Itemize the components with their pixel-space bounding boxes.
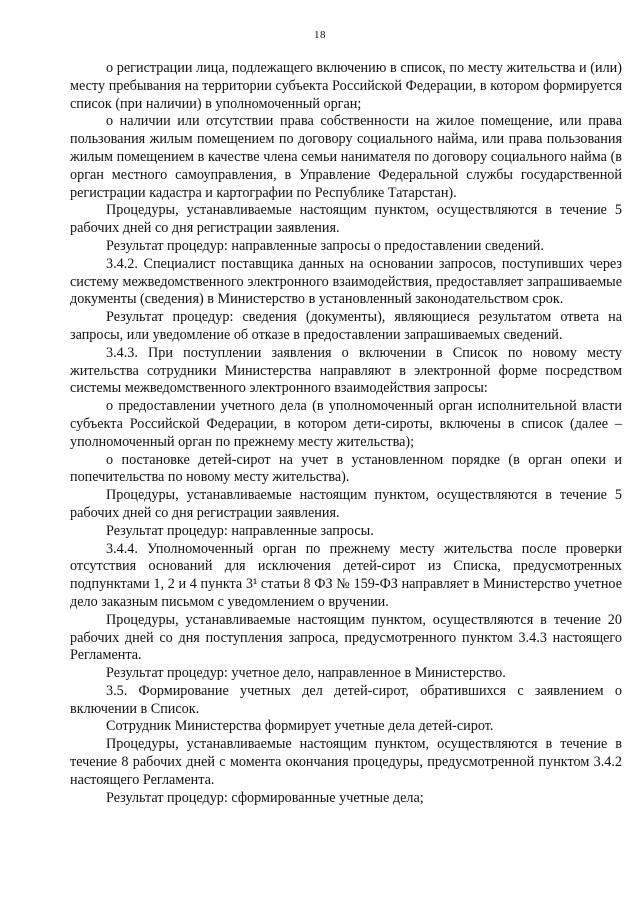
paragraph: Сотрудник Министерства формирует учетные дела детей-сирот. bbox=[106, 718, 494, 735]
paragraph: 3.4.3. При поступлении заявления о включении в Список по новому месту жительства сотрудники Министерства направляют в электронной форме посредством системы межведомственного электронного взаимодействия запросы: bbox=[70, 344, 622, 397]
paragraph: о предоставлении учетного дела (в уполномоченный орган исполнительной власти субъекта Российской Федерации, в котором дети-сироты, включены в список (далее –уполномоченный орган по прежнему месту жительства); bbox=[70, 398, 622, 450]
paragraph: Результат процедур: сформированные учетные дела; bbox=[106, 789, 424, 806]
paragraph: Процедуры, устанавливаемые настоящим пунктом, осуществляются в течение 20 рабочих дней со дня поступления запроса, предусмотренного пунктом 3.4.3 настоящего Регламента. bbox=[70, 611, 622, 664]
paragraph: Результат процедур: учетное дело, направленное в Министерство. bbox=[106, 665, 506, 682]
document-body bbox=[70, 60, 622, 807]
paragraph: о наличии или отсутствии права собственности на жилое помещение, или права пользования жилым помещением по договору социального найма, или права пользования жилым помещением в качестве члена семьи нанимателя по договору социального найма (в орган местного самоуправления, в Управление Федеральной службы государственной регистрации кадастра и картографии по Республике Татарстан). bbox=[70, 113, 622, 201]
paragraph: Результат процедур: направленные запросы о предоставлении сведений. bbox=[106, 237, 544, 254]
paragraph: о регистрации лица, подлежащего включению в список, по месту жительства и (или) месту пребывания на территории субъекта Российской Федерации, в котором формируется список (при наличии) в уполномоченный орган; bbox=[70, 60, 622, 112]
paragraph: Результат процедур: направленные запросы. bbox=[106, 522, 374, 539]
paragraph: Процедуры, устанавливаемые настоящим пунктом, осуществляются в течение 5 рабочих дней со дня регистрации заявления. bbox=[70, 202, 622, 237]
paragraph: 3.5. Формирование учетных дел детей-сирот, обратившихся с заявлением о включении в Список. bbox=[70, 682, 622, 717]
paragraph: 3.4.4. Уполномоченный орган по прежнему месту жительства после проверки отсутствия оснований для исключения детей-сирот из Списка, предусмотренных подпунктами 1, 2 и 4 пункта 3¹ статьи 8 ФЗ № 159-ФЗ направляет в Министерство учетное дело заказным письмом с уведомлением о вручении. bbox=[70, 540, 622, 610]
paragraph: 3.4.2. Специалист поставщика данных на основании запросов, поступивших через систему межведомственного электронного взаимодействия, предоставляет запрашиваемые документы (сведения) в Министерство в установленный законодательством срок. bbox=[70, 255, 622, 308]
paragraph: Результат процедур: сведения (документы), являющиеся результатом ответа на запросы, или уведомление об отказе в предоставлении запрашиваемых сведений. bbox=[70, 309, 622, 343]
paragraph: Процедуры, устанавливаемые настоящим пунктом, осуществляются в течение в течение 8 рабочих дней с момента окончания процедуры, предусмотренной пунктом 3.4.2 настоящего Регламента. bbox=[70, 736, 622, 788]
paragraph: Процедуры, устанавливаемые настоящим пунктом, осуществляются в течение 5 рабочих дней со дня регистрации заявления. bbox=[70, 487, 622, 521]
page-number: 18 bbox=[314, 29, 326, 41]
paragraph: о постановке детей-сирот на учет в установленном порядке (в орган опеки и попечительства по новому месту жительства). bbox=[70, 451, 622, 486]
